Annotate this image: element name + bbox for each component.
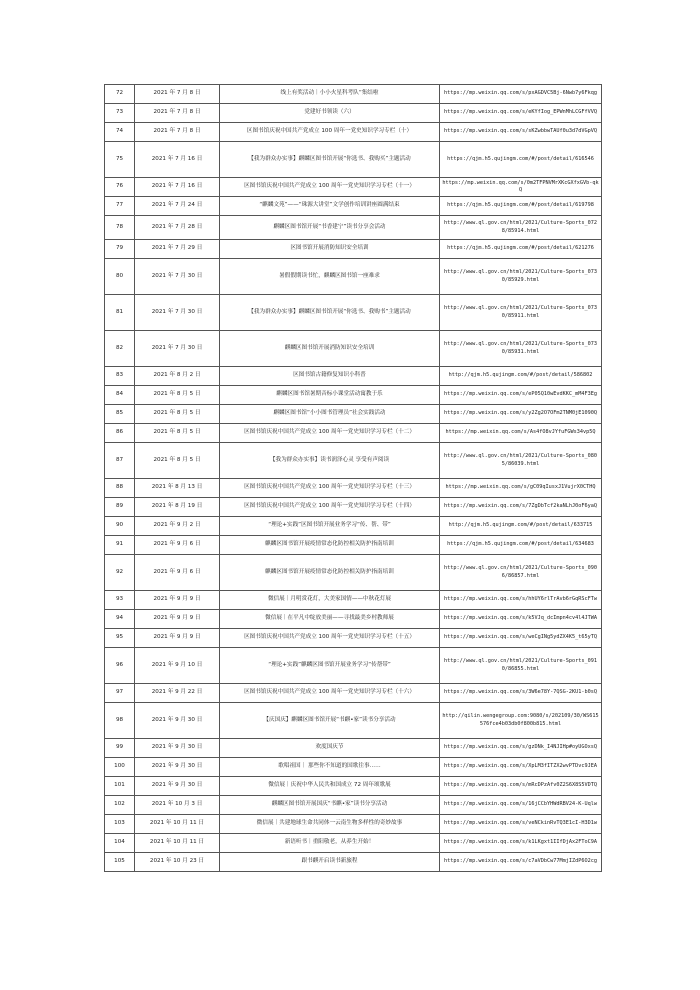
table-row xyxy=(105,216,602,240)
row-date: 2021 年 9 月 6 日 xyxy=(135,536,220,555)
row-date: 2021 年 10 月 11 日 xyxy=(135,834,220,853)
table-row xyxy=(105,85,602,104)
row-title: 区图书馆庆祝中国共产党成立 100 周年一党史知识学习专栏（十一） xyxy=(220,178,440,197)
row-title: 欢度国庆节 xyxy=(220,739,440,758)
table-row xyxy=(105,517,602,536)
row-title: 【我为群众办实事】麒麟区图书馆开展“你选书、我购书”主题活动 xyxy=(220,295,440,331)
row-title: 区图书馆庆祝中国共产党成立 100 周年一党史知识学习专栏（十） xyxy=(220,123,440,142)
row-date: 2021 年 7 月 8 日 xyxy=(135,85,220,104)
row-title: 【我为群众办实事】麒麟区图书馆开展“你选书、我购买”主题活动 xyxy=(220,142,440,178)
table-row xyxy=(105,104,602,123)
table-row xyxy=(105,796,602,815)
row-number: 90 xyxy=(105,517,135,536)
row-date: 2021 年 9 月 9 日 xyxy=(135,629,220,648)
row-date: 2021 年 8 月 2 日 xyxy=(135,367,220,386)
row-title: “理论+实践”区图书馆开展业务学习“传、帮、带” xyxy=(220,517,440,536)
row-url[interactable]: http://www.ql.gov.cn/html/2021/Culture-Sports_0730/85929.html xyxy=(440,259,602,295)
row-title: 区图书馆庆祝中国共产党成立 100 周年一党史知识学习专栏（十六） xyxy=(220,684,440,703)
row-date: 2021 年 7 月 30 日 xyxy=(135,331,220,367)
table-row xyxy=(105,443,602,479)
records-table xyxy=(104,84,602,872)
table-row xyxy=(105,853,602,872)
table-row xyxy=(105,178,602,197)
row-title: 区图书馆庆祝中国共产党成立 100 周年一党史知识学习专栏（十二） xyxy=(220,424,440,443)
row-number: 81 xyxy=(105,295,135,331)
row-url[interactable]: https://qjm.h5.qujingm.com/#/post/detail/619798 xyxy=(440,197,602,216)
row-date: 2021 年 9 月 10 日 xyxy=(135,648,220,684)
table-row xyxy=(105,331,602,367)
row-number: 78 xyxy=(105,216,135,240)
table-row xyxy=(105,295,602,331)
row-number: 97 xyxy=(105,684,135,703)
table-row xyxy=(105,123,602,142)
row-url[interactable]: https://mp.weixin.qq.com/s/mRcDPzAfv0Z2S6X8S5VDTQ xyxy=(440,777,602,796)
row-url[interactable]: http://www.ql.gov.cn/html/2021/Culture-Sports_0906/86857.html xyxy=(440,555,602,591)
row-date: 2021 年 9 月 6 日 xyxy=(135,555,220,591)
row-url[interactable]: https://qjm.h5.qujingm.com/#/post/detail/634683 xyxy=(440,536,602,555)
row-url[interactable]: https://mp.weixin.qq.com/s/gzDNk_I4NJIHp#oyUGOxsQ xyxy=(440,739,602,758)
row-date: 2021 年 9 月 9 日 xyxy=(135,610,220,629)
row-date: 2021 年 7 月 30 日 xyxy=(135,295,220,331)
row-date: 2021 年 7 月 30 日 xyxy=(135,259,220,295)
row-url[interactable]: https://mp.weixin.qq.com/s/c7aVDbCw77MmjIZdP6O2cg xyxy=(440,853,602,872)
row-number: 98 xyxy=(105,703,135,739)
row-title: 微信展｜庆祝中华人民共和国成立 72 周年颂歌展 xyxy=(220,777,440,796)
row-title: 跟书麒开启读书新旅程 xyxy=(220,853,440,872)
row-url[interactable]: http://www.ql.gov.cn/html/2021/Culture-Sports_0910/86855.html xyxy=(440,648,602,684)
row-number: 92 xyxy=(105,555,135,591)
row-url[interactable]: https://qjm.h5.qujingm.com/#/post/detail/621276 xyxy=(440,240,602,259)
row-number: 99 xyxy=(105,739,135,758)
row-date: 2021 年 10 月 11 日 xyxy=(135,815,220,834)
table-row xyxy=(105,555,602,591)
row-url[interactable]: http://www.ql.gov.cn/html/2021/Culture-Sports_0730/85931.html xyxy=(440,331,602,367)
row-date: 2021 年 8 月 5 日 xyxy=(135,424,220,443)
row-number: 80 xyxy=(105,259,135,295)
table-row xyxy=(105,758,602,777)
row-date: 2021 年 7 月 28 日 xyxy=(135,216,220,240)
row-number: 93 xyxy=(105,591,135,610)
row-date: 2021 年 9 月 30 日 xyxy=(135,703,220,739)
row-url[interactable]: https://mp.weixin.qq.com/s/hhUY6rlTrAvb6rGqRScFTw xyxy=(440,591,602,610)
table-row xyxy=(105,405,602,424)
row-title: 【庆国庆】麒麟区图书馆开展“书麒•家”读书分享活动 xyxy=(220,703,440,739)
row-title: “理论+实践”麒麟区图书馆开展业务学习“传帮带” xyxy=(220,648,440,684)
row-title: 区图书馆开展消防知识安全培训 xyxy=(220,240,440,259)
records-table-body xyxy=(105,85,602,872)
row-url[interactable]: https://mp.weixin.qq.com/s/7ZgDbTcf2kaNLhJ0oF6yaQ xyxy=(440,498,602,517)
row-number: 74 xyxy=(105,123,135,142)
row-url[interactable]: https://mp.weixin.qq.com/s/16jCCbYHWdRBV24-K-Uqlw xyxy=(440,796,602,815)
row-date: 2021 年 9 月 30 日 xyxy=(135,739,220,758)
table-row xyxy=(105,240,602,259)
row-number: 82 xyxy=(105,331,135,367)
row-number: 87 xyxy=(105,443,135,479)
row-title: 麒麟区图书馆暑期音标小课堂活动寓教于乐 xyxy=(220,386,440,405)
row-title: 微信展｜月明赏花灯，大美家国情——中秋花灯展 xyxy=(220,591,440,610)
row-number: 83 xyxy=(105,367,135,386)
row-date: 2021 年 7 月 8 日 xyxy=(135,104,220,123)
row-url[interactable]: https://mp.weixin.qq.com/s/0m2TFPNVMrXKcGXfxGVb-qkQ xyxy=(440,178,602,197)
row-date: 2021 年 7 月 8 日 xyxy=(135,123,220,142)
row-url[interactable]: http://www.ql.gov.cn/html/2021/Culture-Sports_0728/85914.html xyxy=(440,216,602,240)
row-url[interactable]: https://mp.weixin.qq.com/s/3W6e78Y-7QSG-2KU1-b0sQ xyxy=(440,684,602,703)
row-title: 麒麟区图书馆开展消防知识安全培训 xyxy=(220,331,440,367)
table-row xyxy=(105,648,602,684)
table-row xyxy=(105,367,602,386)
row-number: 96 xyxy=(105,648,135,684)
row-date: 2021 年 9 月 30 日 xyxy=(135,777,220,796)
row-title: 区图书馆庆祝中国共产党成立 100 周年一党史知识学习专栏（十三） xyxy=(220,479,440,498)
row-url[interactable]: http://qilin.wengegroup.com:9080/s/202109/30/WS615576fce4b03db0f800b815.html xyxy=(440,703,602,739)
row-number: 103 xyxy=(105,815,135,834)
row-url[interactable]: https://mp.weixin.qq.com/s/gC09qIusxJ1VujrX0CTHQ xyxy=(440,479,602,498)
table-row xyxy=(105,815,602,834)
row-date: 2021 年 10 月 3 日 xyxy=(135,796,220,815)
table-row xyxy=(105,197,602,216)
row-date: 2021 年 8 月 5 日 xyxy=(135,386,220,405)
row-date: 2021 年 7 月 29 日 xyxy=(135,240,220,259)
row-title: 线上有奖活动｜小小火星科考队“集结啦 xyxy=(220,85,440,104)
row-url[interactable]: https://mp.weixin.qq.com/s/y2Zg2O7OFm2TNM0jE1090Q xyxy=(440,405,602,424)
table-row xyxy=(105,703,602,739)
row-title: 麒麟区图书馆开展“书香建宁”读书分享会活动 xyxy=(220,216,440,240)
row-date: 2021 年 7 月 16 日 xyxy=(135,178,220,197)
row-url[interactable]: https://mp.weixin.qq.com/s/veNCkinRvTQ3E1cI-H3D1w xyxy=(440,815,602,834)
row-title: “麒麟文苑”——“珠源大讲堂”文学创作培训讲座圆满结束 xyxy=(220,197,440,216)
row-date: 2021 年 8 月 5 日 xyxy=(135,405,220,424)
row-number: 76 xyxy=(105,178,135,197)
row-date: 2021 年 7 月 24 日 xyxy=(135,197,220,216)
row-date: 2021 年 9 月 9 日 xyxy=(135,591,220,610)
row-number: 104 xyxy=(105,834,135,853)
row-title: 暑假假期读书忙，麒麟区图书馆一座难求 xyxy=(220,259,440,295)
row-date: 2021 年 8 月 13 日 xyxy=(135,479,220,498)
row-number: 95 xyxy=(105,629,135,648)
row-title: 微信展｜共建地球生命共同体一云南生物多样性的奇妙故事 xyxy=(220,815,440,834)
table-row xyxy=(105,777,602,796)
row-number: 72 xyxy=(105,85,135,104)
table-row xyxy=(105,142,602,178)
table-row xyxy=(105,684,602,703)
row-url[interactable]: http://qjm.h5.qujingm.com/#/post/detail/633715 xyxy=(440,517,602,536)
row-number: 88 xyxy=(105,479,135,498)
row-title: 微信展｜在平凡中绽放美丽——寻找最美乡村教师展 xyxy=(220,610,440,629)
row-number: 89 xyxy=(105,498,135,517)
row-url[interactable]: https://mp.weixin.qq.com/s/k5VJq_dcImpn4cv4l4JTWA xyxy=(440,610,602,629)
row-number: 84 xyxy=(105,386,135,405)
row-title: 歌唱祖国｜ 那些你不知道的国歌往事…… xyxy=(220,758,440,777)
row-url[interactable]: https://mp.weixin.qq.com/s/XpLM3fITZX2wvPTDvc9JEA xyxy=(440,758,602,777)
row-number: 94 xyxy=(105,610,135,629)
row-title: 党建好书领读（六） xyxy=(220,104,440,123)
row-url[interactable]: https://mp.weixin.qq.com/s/k1LKgxt1IIfDjAx2FToC9A xyxy=(440,834,602,853)
row-date: 2021 年 9 月 22 日 xyxy=(135,684,220,703)
table-row xyxy=(105,424,602,443)
row-date: 2021 年 7 月 16 日 xyxy=(135,142,220,178)
table-row xyxy=(105,259,602,295)
row-number: 91 xyxy=(105,536,135,555)
table-row xyxy=(105,498,602,517)
table-row xyxy=(105,591,602,610)
row-url[interactable]: https://mp.weixin.qq.com/s/As4fO8vJYfuFGWs34vp5Q xyxy=(440,424,602,443)
row-url[interactable]: http://qjm.h5.qujingm.com/#/post/detail/586802 xyxy=(440,367,602,386)
table-row xyxy=(105,479,602,498)
table-row xyxy=(105,629,602,648)
row-title: 麒麟区图书馆开展国庆“书麒•家”读书分享活动 xyxy=(220,796,440,815)
row-title: 区图书馆古籍修复知识小科普 xyxy=(220,367,440,386)
row-date: 2021 年 9 月 30 日 xyxy=(135,758,220,777)
row-url[interactable]: https://mp.weixin.qq.com/s/pxAGDVC5Bj-6Nwb7y6Fkqg xyxy=(440,85,602,104)
row-url[interactable]: https://mp.weixin.qq.com/s/eKYfIog_EPWnMhLCGFfVVQ xyxy=(440,104,602,123)
row-number: 79 xyxy=(105,240,135,259)
row-title: 区图书馆庆祝中国共产党成立 100 周年一党史知识学习专栏（十四） xyxy=(220,498,440,517)
row-number: 85 xyxy=(105,405,135,424)
row-url[interactable]: https://mp.weixin.qq.com/s/weCgINg5ydZX4K5_t65yTQ xyxy=(440,629,602,648)
table-row xyxy=(105,386,602,405)
row-number: 73 xyxy=(105,104,135,123)
table-row xyxy=(105,536,602,555)
row-date: 2021 年 9 月 2 日 xyxy=(135,517,220,536)
table-row xyxy=(105,739,602,758)
row-url[interactable]: http://www.ql.gov.cn/html/2021/Culture-Sports_0805/86039.html xyxy=(440,443,602,479)
row-number: 75 xyxy=(105,142,135,178)
row-url[interactable]: http://www.ql.gov.cn/html/2021/Culture-Sports_0730/85911.html xyxy=(440,295,602,331)
table-row xyxy=(105,834,602,853)
row-number: 100 xyxy=(105,758,135,777)
row-title: 区图书馆庆祝中国共产党成立 100 周年一党史知识学习专栏（十五） xyxy=(220,629,440,648)
row-title: 新语听书｜重阳敬老，从养生开始！ xyxy=(220,834,440,853)
row-url[interactable]: https://mp.weixin.qq.com/s/sKZwbbwTAUf0u3d7dVGpVQ xyxy=(440,123,602,142)
row-number: 102 xyxy=(105,796,135,815)
row-date: 2021 年 8 月 19 日 xyxy=(135,498,220,517)
row-title: 【我为群众办实事】读书润泽心灵 享受有声阅读 xyxy=(220,443,440,479)
row-url[interactable]: https://mp.weixin.qq.com/s/eP05Q10wEvdKKC_mM4F3Eg xyxy=(440,386,602,405)
row-date: 2021 年 10 月 23 日 xyxy=(135,853,220,872)
row-date: 2021 年 8 月 5 日 xyxy=(135,443,220,479)
row-number: 77 xyxy=(105,197,135,216)
table-row xyxy=(105,610,602,629)
row-number: 105 xyxy=(105,853,135,872)
row-number: 101 xyxy=(105,777,135,796)
row-title: 麒麟区图书馆开展疫情常态化防控相关防护指南培训 xyxy=(220,555,440,591)
row-number: 86 xyxy=(105,424,135,443)
row-url[interactable]: https://qjm.h5.qujingm.com/#/post/detail/616546 xyxy=(440,142,602,178)
row-title: 麒麟区图书馆“小小图书管理员”社会实践活动 xyxy=(220,405,440,424)
row-title: 麒麟区图书馆开展疫情常态化防控相关防护指南培训 xyxy=(220,536,440,555)
